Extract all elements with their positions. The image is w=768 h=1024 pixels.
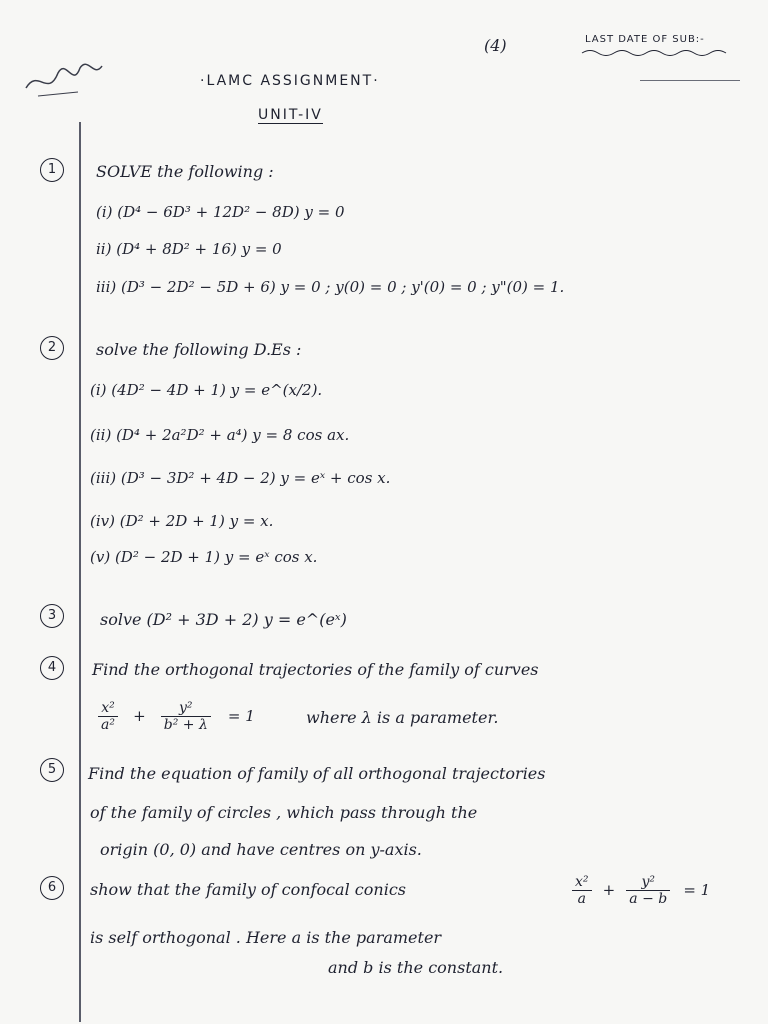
q4-frac1-den: a² (101, 717, 115, 733)
question-2-number: 2 (40, 336, 64, 360)
q6-frac2-num: y² (626, 874, 670, 891)
question-5-line-3: origin (0, 0) and have centres on y-axis. (100, 840, 422, 859)
submission-date-note: LAST DATE OF SUB:- (585, 34, 705, 45)
question-1-part-3: iii) (D³ − 2D² − 5D + 6) y = 0 ; y(0) = 0 ; y'(0) = 0 ; y"(0) = 1. (96, 278, 565, 296)
unit-heading: UNIT-IV (258, 107, 323, 123)
question-2-heading: solve the following D.Es : (96, 340, 302, 359)
q4-frac1-num: x² (98, 700, 118, 717)
question-4-number: 4 (40, 656, 64, 680)
question-5-number: 5 (40, 758, 64, 782)
question-2-part-1: (i) (4D² − 4D + 1) y = e^(x/2). (90, 381, 323, 399)
q4-frac2-den: b² + λ (163, 717, 208, 733)
q4-rhs: = 1 (227, 707, 255, 725)
header-rule (640, 80, 740, 81)
question-2-part-2: (ii) (D⁴ + 2a²D² + a⁴) y = 8 cos ax. (90, 426, 350, 444)
q4-plus: + (133, 707, 146, 725)
q6-frac2-den: a − b (629, 891, 668, 907)
question-5-line-1: Find the equation of family of all orthogonal trajectories (88, 764, 546, 783)
question-4-line-1: Find the orthogonal trajectories of the family of curves (92, 660, 539, 679)
q6-plus: + (602, 881, 616, 899)
question-4-line-2: where λ is a parameter. (306, 708, 499, 727)
question-3-text: solve (D² + 3D + 2) y = e^(eˣ) (100, 610, 347, 629)
question-3-number: 3 (40, 604, 64, 628)
q6-rhs: = 1 (683, 881, 711, 899)
question-1-heading: SOLVE the following : (96, 162, 274, 181)
question-1-number: 1 (40, 158, 64, 182)
page-number: (4) (484, 36, 507, 55)
scribble-mark (18, 48, 108, 108)
question-6-line-2: is self orthogonal . Here a is the parameter (90, 928, 442, 947)
assignment-title: ·LAMC ASSIGNMENT· (200, 73, 380, 89)
question-1-part-2: ii) (D⁴ + 8D² + 16) y = 0 (96, 240, 282, 258)
q6-frac1-den: a (577, 891, 586, 907)
question-4-equation (98, 700, 255, 733)
question-1-part-1: (i) (D⁴ − 6D³ + 12D² − 8D) y = 0 (96, 203, 345, 221)
wavy-underline (580, 48, 730, 58)
question-6-equation (572, 874, 710, 907)
margin-line (79, 122, 81, 1022)
q6-frac1-num: x² (572, 874, 592, 891)
question-2-part-4: (iv) (D² + 2D + 1) y = x. (90, 512, 274, 530)
question-6-number: 6 (40, 876, 64, 900)
question-2-part-3: (iii) (D³ − 3D² + 4D − 2) y = eˣ + cos x. (90, 469, 391, 487)
question-6-line-1: show that the family of confocal conics (90, 880, 406, 899)
question-5-line-2: of the family of circles , which pass through the (90, 803, 478, 822)
q4-frac2-num: y² (161, 700, 211, 717)
question-2-part-5: (v) (D² − 2D + 1) y = eˣ cos x. (90, 548, 318, 566)
question-6-line-3: and b is the constant. (328, 958, 504, 977)
